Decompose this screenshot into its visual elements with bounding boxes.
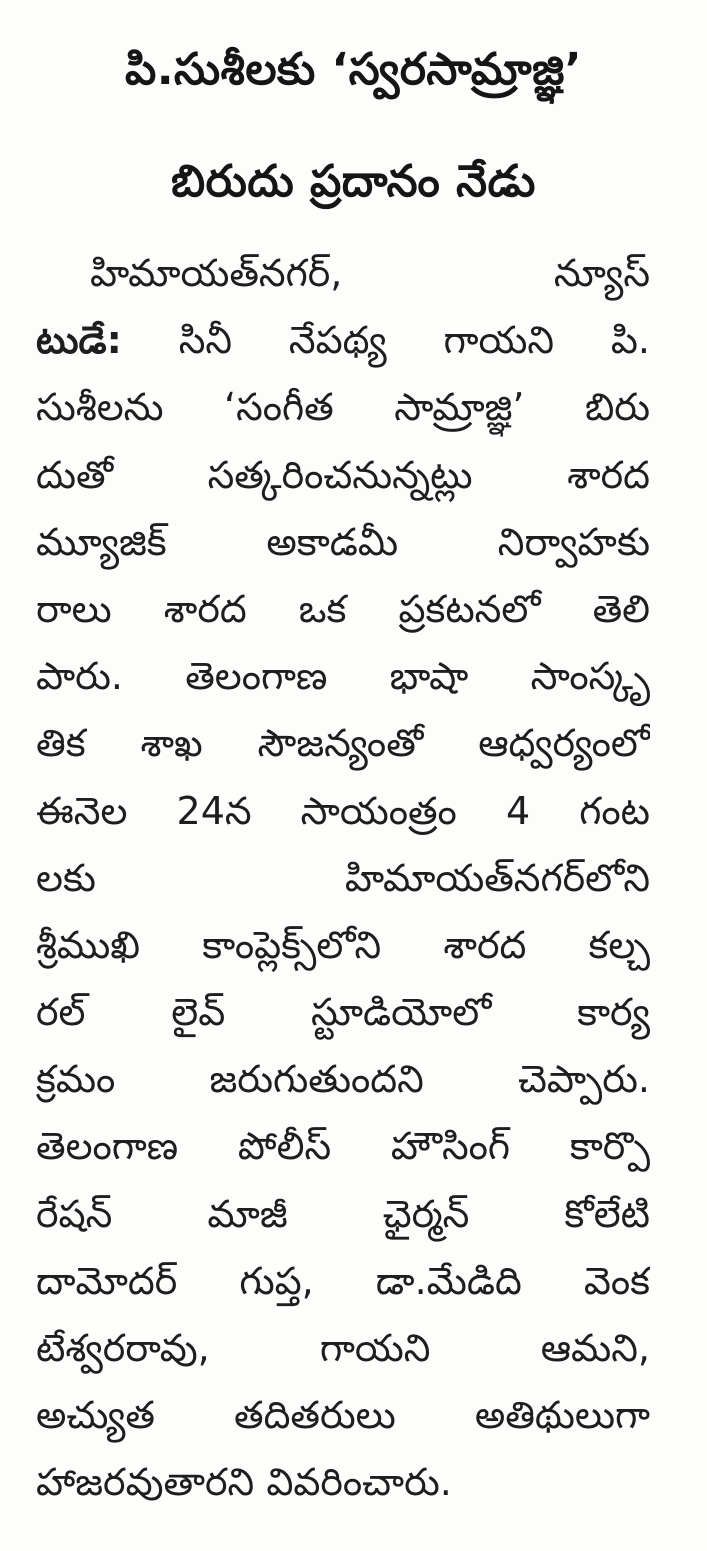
body-line-3: దుతో సత్కరించనున్నట్లు శారద	[36, 452, 650, 497]
body-line-11: రల్‌ లైవ్‌ స్టూడియోలో కార్య	[36, 990, 650, 1035]
body-line-14: రేషన్‌ మాజీ ఛైర్మన్‌ కోలేటి	[36, 1191, 650, 1236]
body-line-13: తెలంగాణ పోలీస్‌ హౌసింగ్‌ కార్పొ	[36, 1124, 650, 1169]
dateline: హిమాయత్‌నగర్‌, న్యూస్‌	[90, 251, 650, 295]
body-line-9: లకు హిమాయత్‌నగర్‌లోని	[36, 855, 650, 900]
article-body	[36, 240, 650, 1517]
body-line-12: క్రమం జరుగుతుందని చెప్పారు.	[36, 1057, 650, 1102]
body-line-15: దామోదర్‌ గుప్త, డా.మేడిది వెంక	[36, 1258, 650, 1303]
headline-line-2: బిరుదు ప్రదానం నేడు	[171, 156, 536, 207]
body-line-8: ఈనెల 24న సాయంత్రం 4 గంట	[36, 788, 650, 833]
body-line-16: టేశ్వరరావు, గాయని ఆమని,	[36, 1326, 650, 1370]
body-line-1-text: సినీ నేపథ్య గాయని పి.	[121, 318, 650, 363]
dateline-tail: టుడే:	[36, 318, 122, 363]
body-line-7: తిక శాఖ సౌజన్యంతో ఆధ్వర్యంలో	[36, 721, 650, 766]
body-line-6: పారు. తెలంగాణ భాషా సాంస్కృ	[36, 654, 650, 699]
body-line-4: మ్యూజిక్‌ అకాడమీ నిర్వాహకు	[36, 519, 650, 564]
body-line-17: అచ్యుత తదితరులు అతిథులుగా	[36, 1393, 650, 1438]
headline-line-1: పి.సుశీలకు ‘స్వరసామ్రాజ్ఞి’	[125, 44, 582, 95]
body-line-10: శ్రీముఖి కాంప్లెక్స్‌లోని శారద కల్చ	[36, 922, 650, 967]
body-line-18: హాజరవుతారని వివరించారు.	[36, 1460, 452, 1505]
body-line-1	[36, 307, 650, 374]
body-line-2: సుశీలను ‘సంగీత సామ్రాజ్ఞి’ బిరు	[36, 385, 650, 430]
body-line-5: రాలు శారద ఒక ప్రకటనలో తెలి	[36, 586, 650, 631]
